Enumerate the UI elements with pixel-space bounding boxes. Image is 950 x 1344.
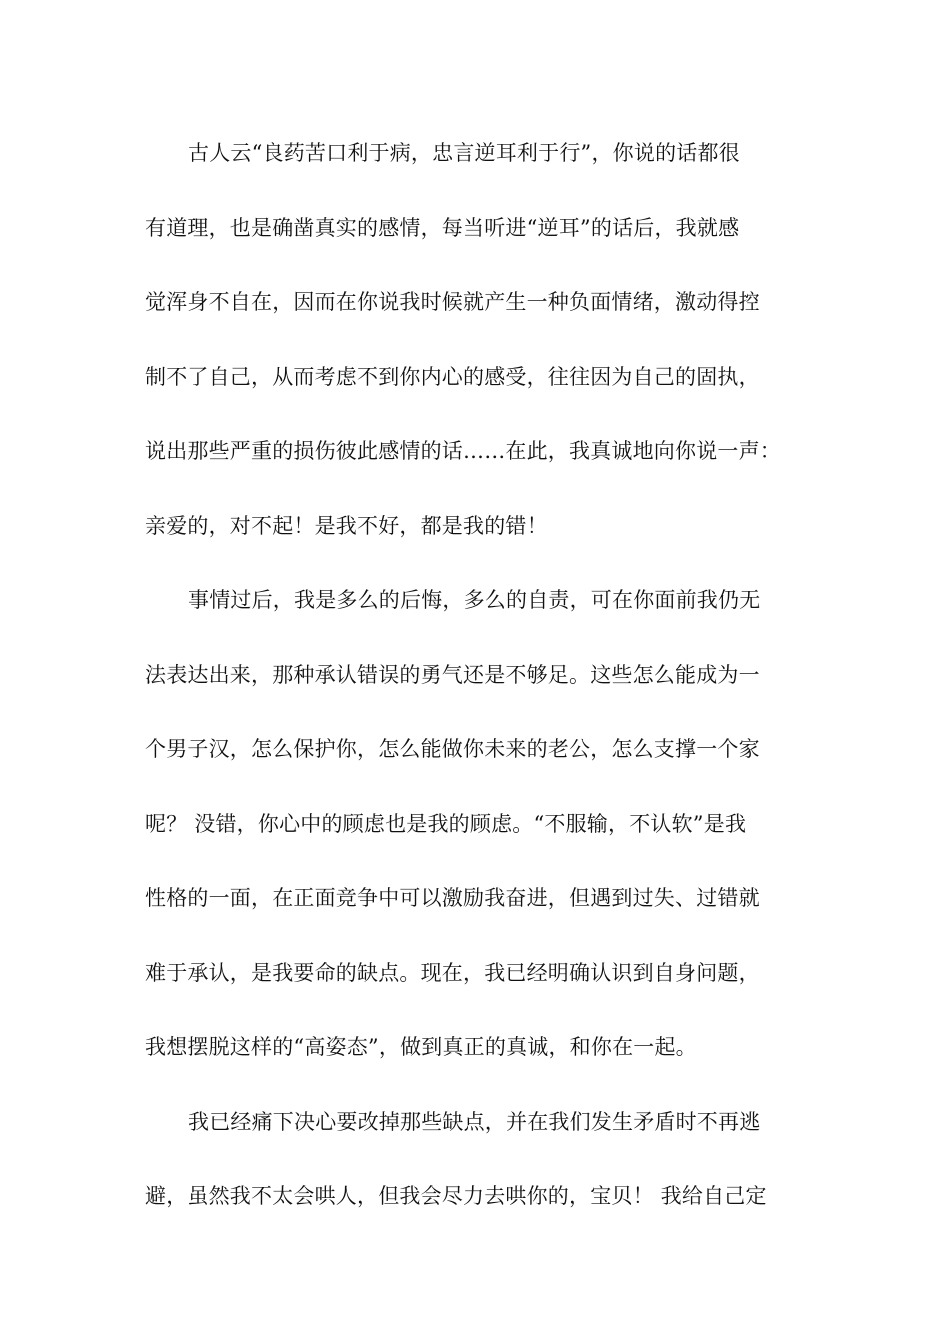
text-line: 有道理，也是确凿真实的感情，每当听进“逆耳”的话后，我就感 — [145, 215, 740, 240]
text-line: 我想摆脱这样的“高姿态”，做到真正的真诚，和你在一起。 — [145, 1035, 697, 1059]
text-line: 制不了自己，从而考虑不到你内心的感受，往往因为自己的固执， — [145, 364, 760, 389]
text-line: 说出那些严重的损伤彼此感情的话……在此，我真诚地向你说一声： — [145, 439, 781, 463]
text-line: 性格的一面，在正面竞争中可以激励我奋进，但遇到过失、过错就 — [145, 886, 760, 910]
text-line: 难于承认，是我要命的缺点。现在，我已经明确认识到自身问题， — [145, 960, 760, 985]
document-body — [145, 128, 835, 1246]
text-line: 事情过后，我是多么的后悔，多么的自责，可在你面前我仍无 — [188, 588, 761, 612]
text-line: 我已经痛下决心要改掉那些缺点，并在我们发生矛盾时不再逃 — [188, 1109, 761, 1134]
text-line: 避，虽然我不太会哄人，但我会尽力去哄你的，宝贝！ 我给自己定 — [145, 1184, 767, 1208]
text-line: 法表达出来，那种承认错误的勇气还是不够足。这些怎么能成为一 — [145, 662, 760, 687]
text-line: 呢？ 没错，你心中的顾虑也是我的顾虑。“不服输，不认软”是我 — [145, 811, 747, 836]
text-line: 觉浑身不自在，因而在你说我时候就产生一种负面情绪，激动得控 — [145, 290, 760, 314]
paragraph-3 — [145, 1097, 835, 1246]
paragraph-1 — [145, 128, 835, 575]
paragraph-2 — [145, 575, 835, 1097]
text-line: 亲爱的，对不起！是我不好，都是我的错！ — [145, 513, 548, 538]
text-line: 个男子汉，怎么保护你，怎么能做你未来的老公，怎么支撑一个家 — [145, 737, 760, 761]
text-line: 古人云“良药苦口利于病，忠言逆耳利于行”，你说的话都很 — [188, 141, 740, 165]
